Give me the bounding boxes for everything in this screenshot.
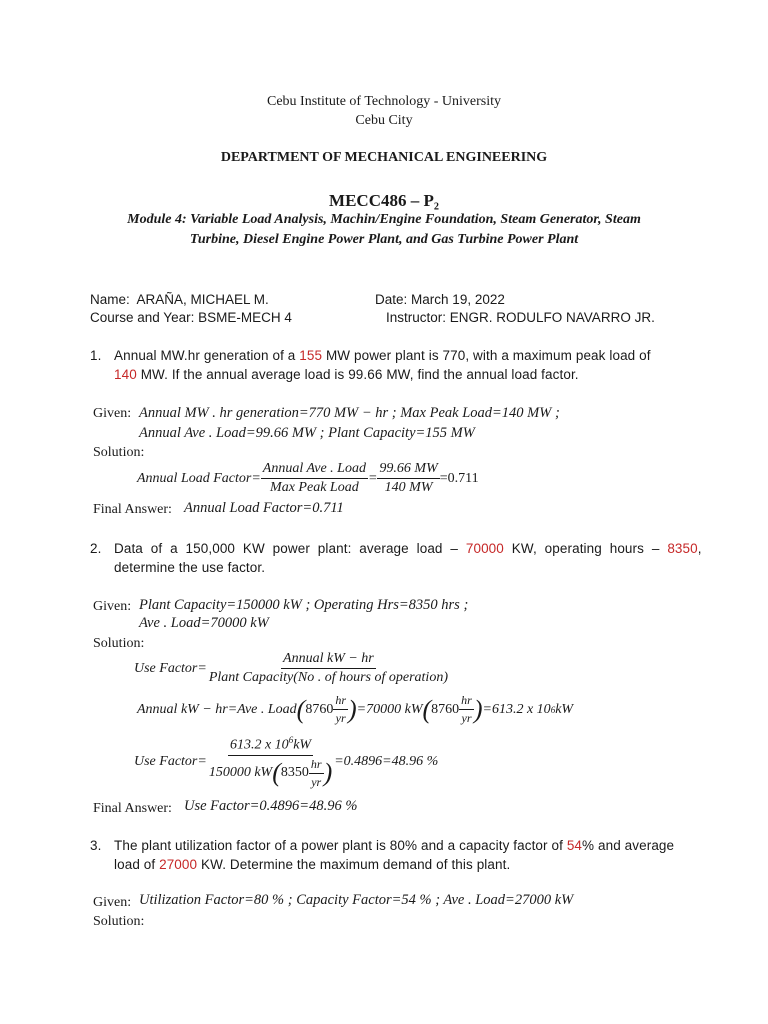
date-label: Date: bbox=[375, 292, 408, 307]
red-value: 140 bbox=[114, 367, 137, 382]
p2-use-factor-formula: Use Factor= $\frac{\text{Annual kW − hr}}{\text{Plant Capacity(No . of hours of operation)}}$ bbox=[134, 651, 448, 685]
department-title: DEPARTMENT OF MECHANICAL ENGINEERING bbox=[220, 150, 548, 165]
given-label: Given: bbox=[93, 895, 132, 910]
final-answer-label: Final Answer: bbox=[93, 502, 172, 517]
final-answer-label: Final Answer: bbox=[93, 801, 172, 816]
solution-label: Solution: bbox=[93, 914, 145, 929]
date-value: March 19, 2022 bbox=[411, 292, 505, 307]
p1-load-factor-equation: Annual Load Factor= $\frac{\text{Annual Ave . Load}}{\text{Max Peak Load}}$ = $\frac{99.66 MW}{140 MW}$ =0.711 bbox=[137, 461, 479, 495]
course-code: MECC486 – P₂ bbox=[329, 191, 439, 210]
p1-given-line2: Annual Ave . Load=99.66 MW ; Plant Capacity=155 MW bbox=[139, 425, 475, 441]
problem-3-line1: The plant utilization factor of a power plant is 80% and a capacity factor of 54% and average bbox=[114, 838, 675, 853]
course-row bbox=[90, 308, 292, 327]
p2-given-line1: Plant Capacity=150000 kW ; Operating Hrs=8350 hrs ; bbox=[139, 597, 469, 613]
name-value: ARAÑA, MICHAEL M. bbox=[136, 292, 269, 307]
course-value: BSME-MECH 4 bbox=[198, 310, 292, 325]
problem-3-number: 3. bbox=[90, 838, 102, 853]
p2-final-answer: Use Factor=0.4896=48.96 % bbox=[184, 798, 358, 814]
instructor-value: ENGR. RODULFO NAVARRO JR. bbox=[449, 310, 655, 325]
p1-given-line1: Annual MW . hr generation=770 MW − hr ; Max Peak Load=140 MW ; bbox=[139, 405, 560, 421]
p2-use-factor-result: Use Factor= 613.2 x $10^6kW$ 150000 kW ( 8350 $\frac{hr}{yr}$ ) =0.4896=48.96 % bbox=[134, 735, 439, 789]
module-title-line2: Turbine, Diesel Engine Power Plant, and Gas Turbine Power Plant bbox=[189, 232, 579, 247]
p1-final-answer: Annual Load Factor=0.711 bbox=[184, 500, 344, 516]
p3-given-line1: Utilization Factor=80 % ; Capacity Factor=54 % ; Ave . Load=27000 kW bbox=[139, 892, 574, 908]
module-title-line1: Module 4: Variable Load Analysis, Machin/Engine Foundation, Steam Generator, Steam bbox=[127, 212, 641, 227]
given-label: Given: bbox=[93, 406, 132, 421]
red-value: 27000 bbox=[159, 857, 198, 872]
name-row bbox=[90, 290, 269, 309]
problem-1-line1: Annual MW.hr generation of a 155 MW power plant is 770, with a maximum peak load of bbox=[114, 348, 651, 363]
school-city: Cebu City bbox=[355, 113, 413, 128]
problem-2-number: 2. bbox=[90, 541, 102, 556]
red-value: 8350 bbox=[667, 541, 698, 556]
course-label: Course and Year: bbox=[90, 310, 195, 325]
p2-annual-kwhr-equation: Annual kW − hr=Ave . Load ( 8760 $\frac{hr}{yr}$ ) =70000 kW ( 8760 $\frac{hr}{yr}$ ) =613.2 x 10 6 kW bbox=[137, 693, 574, 725]
given-label: Given: bbox=[93, 599, 132, 614]
red-value: 70000 bbox=[465, 541, 504, 556]
date-row bbox=[375, 290, 505, 309]
school-name: Cebu Institute of Technology - University bbox=[266, 94, 501, 109]
problem-2-line2: determine the use factor. bbox=[114, 560, 266, 575]
problem-1-number: 1. bbox=[90, 348, 102, 363]
solution-label: Solution: bbox=[93, 636, 145, 651]
problem-1-line2: 140 MW. If the annual average load is 99.66 MW, find the annual load factor. bbox=[114, 367, 579, 382]
problem-2-line1: Data of a 150,000 KW power plant: average load – 70000 KW, operating hours – 8350, bbox=[114, 541, 702, 556]
p2-given-line2: Ave . Load=70000 kW bbox=[139, 615, 269, 631]
name-label: Name: bbox=[90, 292, 130, 307]
instructor-row bbox=[386, 308, 655, 327]
solution-label: Solution: bbox=[93, 445, 145, 460]
red-value: 54 bbox=[566, 838, 583, 853]
red-value: 155 bbox=[299, 348, 323, 363]
instructor-label: Instructor: bbox=[386, 310, 447, 325]
problem-3-line2: load of 27000 KW. Determine the maximum demand of this plant. bbox=[114, 857, 511, 872]
